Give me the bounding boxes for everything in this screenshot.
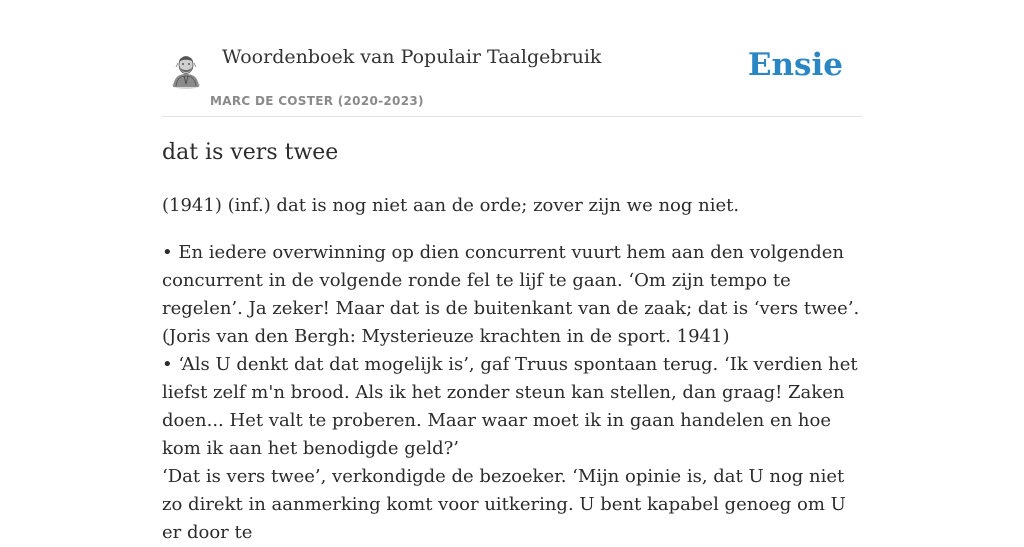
entry-quotes [162,239,862,547]
quote-paragraph: ‘Dat is vers twee’, verkondigde de bezoeker. ‘Mijn opinie is, dat U nog niet zo direkt in aanmerking komt voor uitkering. U bent kapabel genoeg om U er door te [162,466,846,543]
entry-definition: (1941) (inf.) dat is nog niet aan de orde; zover zijn we nog niet. [162,195,740,216]
quote-paragraph: • ‘Als U denkt dat dat mogelijk is’, gaf Truus spontaan terug. ‘Ik verdien het liefst zelf m'n brood. Als ik het zonder steun kan stellen, dan graag! Zaken doen... Het valt te proberen. Maar waar moet ik in gaan handelen en hoe kom ik aan het benodigde geld?’ [162,354,858,459]
entry-title: dat is vers twee [162,140,339,165]
author-portrait-icon [170,51,202,89]
author-credit[interactable]: MARC DE COSTER (2020-2023) [210,94,424,108]
page-header [162,0,862,117]
ensie-logo-link[interactable]: Ensie [747,47,843,83]
dictionary-title[interactable]: Woordenboek van Populair Taalgebruik [222,46,602,68]
quote-paragraph: • En iedere overwinning op dien concurrent vuurt hem aan den volgenden concurrent in de volgende ronde fel te lijf te gaan. ‘Om zijn tempo te regelen’. Ja zeker! Maar dat is de buitenkant van de zaak; dat is ‘vers twee’. (Joris van den Bergh: Mysterieuze krachten in de sport. 1941) [162,242,860,347]
page [162,0,862,543]
